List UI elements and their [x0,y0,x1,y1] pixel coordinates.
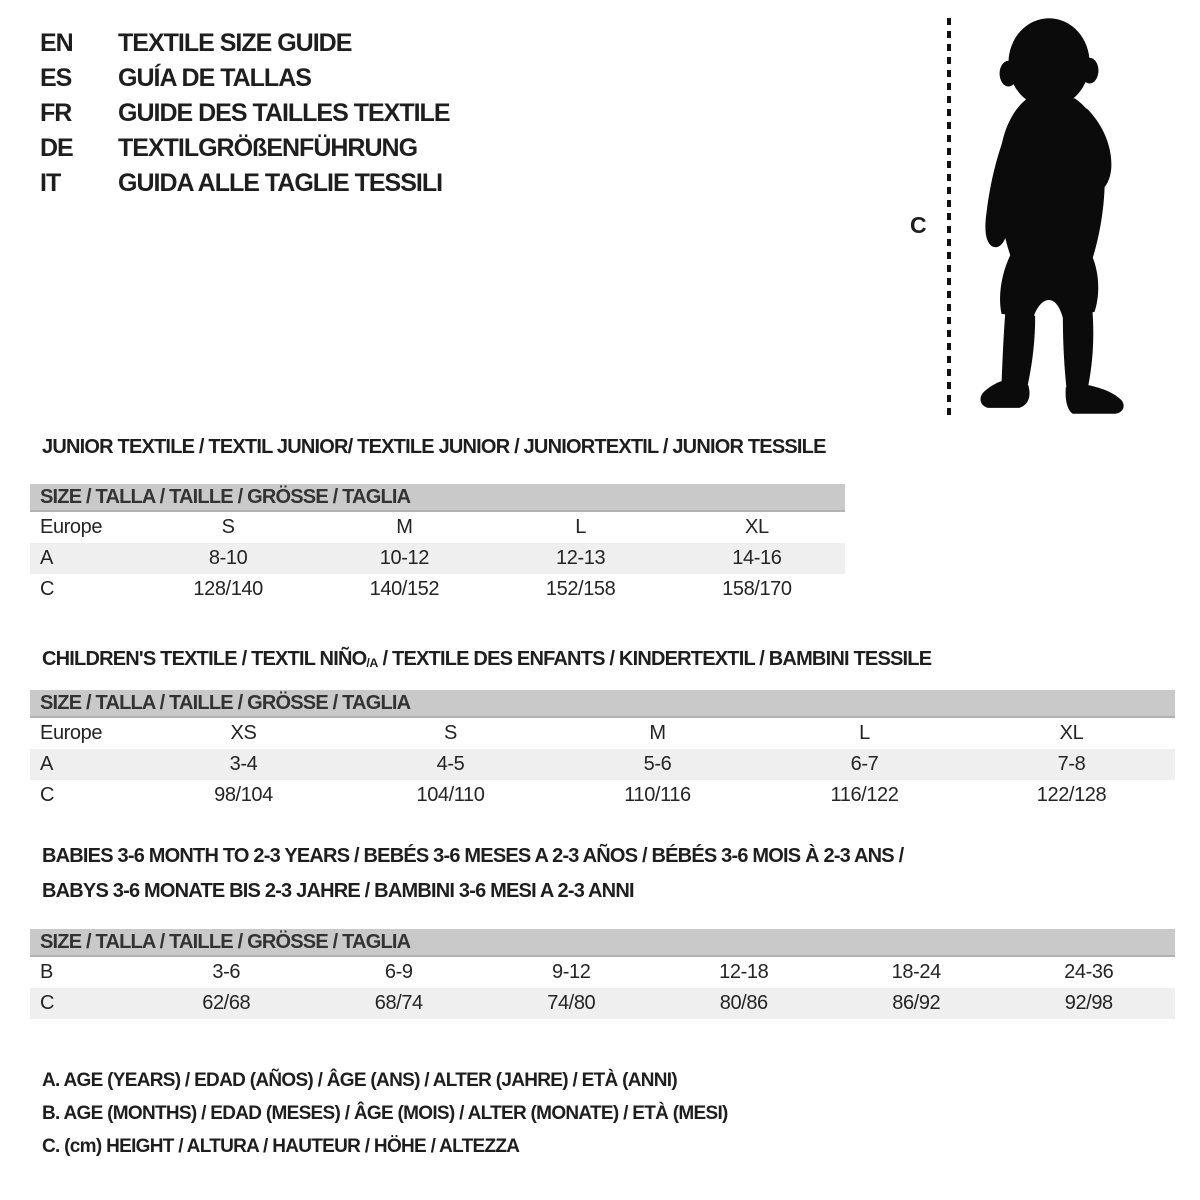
language-title: GUÍA DE TALLAS [118,64,311,92]
table-cell: 62/68 [202,992,251,1014]
table-row [30,780,1175,811]
table-cell: 92/98 [1064,992,1113,1014]
legend-line-b: B. AGE (MONTHS) / EDAD (MESES) / ÂGE (MOIS) / ALTER (MONATE) / ETÀ (MESI) [42,1103,728,1124]
babies-section-title-line2: BABYS 3-6 MONATE BIS 2-3 JAHRE / BAMBINI 3-6 MESI A 2-3 ANNI [42,880,634,902]
table-cell: XL [745,516,769,538]
children-section-title-subscript: /A [366,656,378,671]
table-cell: 9-12 [552,961,591,983]
table-cell: 152/158 [545,578,616,600]
table-cell: 74/80 [547,992,596,1014]
junior-section-title [42,436,826,459]
table-cell: 128/140 [193,578,263,600]
table-row [30,718,1175,749]
table-cell: 116/122 [830,784,899,806]
table-cell: M [649,722,666,744]
table-cell: 12-13 [556,547,606,569]
language-title: GUIDE DES TAILLES TEXTILE [118,99,450,127]
language-title-list [40,26,450,201]
language-code: FR [40,99,72,127]
junior-size-header-bar: SIZE / TALLA / TAILLE / GRÖSSE / TAGLIA [30,484,845,512]
table-cell: 158/170 [722,578,792,600]
table-cell: L [575,516,586,538]
children-size-table [30,690,1175,811]
table-row [30,988,1175,1019]
table-cell: 122/128 [1036,784,1107,806]
table-cell: XL [1059,722,1084,744]
row-label: C [40,992,55,1014]
language-row [40,26,450,61]
table-cell: 3-6 [212,961,241,983]
children-section-title-text: CHILDREN'S TEXTILE / TEXTIL NIÑO [42,648,367,670]
table-row [30,543,845,574]
table-cell: 10-12 [379,547,429,569]
table-cell: 86/92 [892,992,941,1014]
table-row [30,512,845,543]
table-cell: 6-9 [384,961,413,983]
table-cell: 6-7 [850,753,879,775]
table-cell: 68/74 [374,992,423,1014]
legend-line-c: C. (cm) HEIGHT / ALTURA / HAUTEUR / HÖHE / ALTEZZA [42,1136,520,1157]
language-code: EN [40,29,73,57]
row-label: A [40,547,53,569]
row-label: Europe [40,722,103,744]
children-section-title [42,648,931,671]
table-cell: 14-16 [732,547,782,569]
height-measure-label: C [910,212,927,238]
table-cell: 12-18 [719,961,769,983]
table-cell: 4-5 [436,753,465,775]
table-row [30,749,1175,780]
table-cell: L [859,722,870,744]
toddler-silhouette-icon [962,12,1140,420]
table-cell: S [444,722,457,744]
table-cell: 98/104 [214,784,273,806]
table-row [30,957,1175,988]
table-row [30,574,845,605]
junior-section-title-text: JUNIOR TEXTILE / TEXTIL JUNIOR/ TEXTILE JUNIOR / JUNIORTEXTIL / JUNIOR TESSILE [42,436,826,458]
language-title: TEXTILGRÖßENFÜHRUNG [118,134,418,162]
children-table-rows [30,718,1175,811]
language-row [40,131,450,166]
language-title: GUIDA ALLE TAGLIE TESSILI [118,169,443,197]
language-row [40,166,450,201]
junior-size-table [30,484,845,605]
table-cell: 7-8 [1057,753,1086,775]
children-section-title-text-after: / TEXTILE DES ENFANTS / KINDERTEXTIL / BAMBINI TESSILE [377,648,932,670]
language-row [40,96,450,131]
language-row [40,61,450,96]
height-measure-dashed-line [947,18,951,416]
table-cell: M [396,516,413,538]
table-cell: 3-4 [229,753,258,775]
babies-table-rows [30,957,1175,1019]
legend-line-a: A. AGE (YEARS) / EDAD (AÑOS) / ÂGE (ANS) / ALTER (JAHRE) / ETÀ (ANNI) [42,1070,677,1091]
table-cell: 18-24 [891,961,941,983]
babies-size-header-bar: SIZE / TALLA / TAILLE / GRÖSSE / TAGLIA [30,929,1175,957]
table-cell: 5-6 [643,753,672,775]
table-cell: 80/86 [719,992,768,1014]
babies-section-title-line1: BABIES 3-6 MONTH TO 2-3 YEARS / BEBÉS 3-6 MESES A 2-3 AÑOS / BÉBÉS 3-6 MOIS À 2-3 ANS / [42,845,904,867]
babies-size-table [30,929,1175,1019]
language-code: IT [40,169,61,197]
table-cell: XS [230,722,257,744]
row-label: C [40,784,55,806]
language-title: TEXTILE SIZE GUIDE [118,29,352,57]
row-label: C [40,578,55,600]
table-cell: 140/152 [369,578,440,600]
table-cell: S [221,516,235,538]
table-cell: 24-36 [1064,961,1114,983]
language-code: DE [40,134,73,162]
language-code: ES [40,64,72,92]
row-label: B [40,961,53,983]
table-cell: 8-10 [208,547,248,569]
junior-table-rows [30,512,845,605]
row-label: Europe [40,516,103,538]
children-size-header-bar: SIZE / TALLA / TAILLE / GRÖSSE / TAGLIA [30,690,1175,718]
row-label: A [40,753,53,775]
table-cell: 110/116 [624,784,691,806]
table-cell: 104/110 [416,784,485,806]
